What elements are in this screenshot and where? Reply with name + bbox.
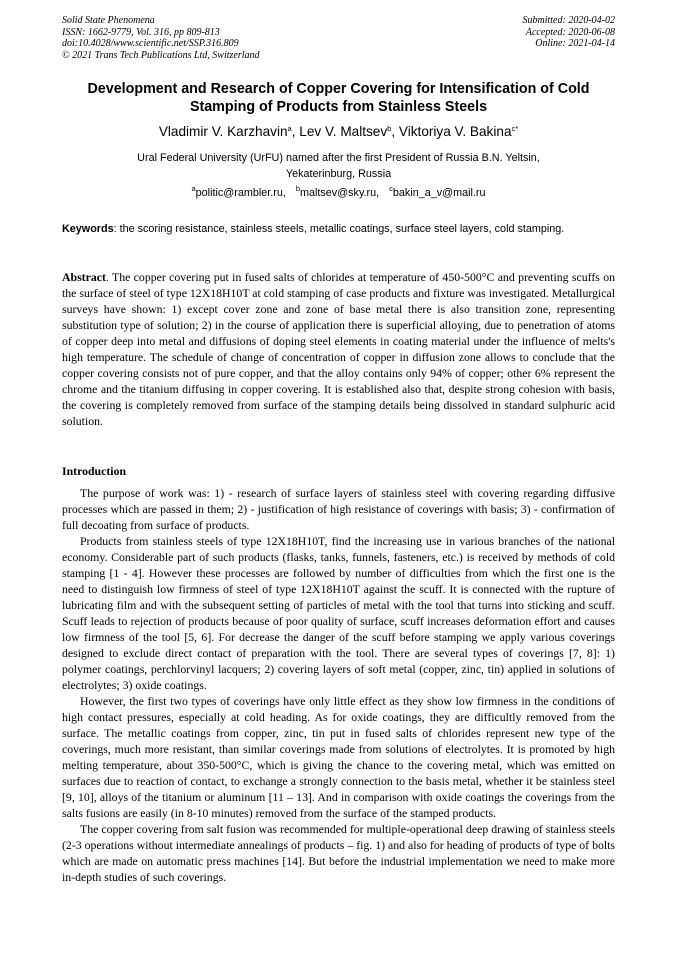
author-name: Viktoriya V. Bakina	[398, 124, 512, 139]
author-mark: c*	[511, 124, 519, 133]
author-mark: b	[387, 124, 392, 133]
paragraph: The purpose of work was: 1) - research of surface layers of stainless steel with covering regarding diffusive processes which are passed in them; 2) - justification of high resistance of coverings with basis; 3) - confirmation of full decoating from surface of products.	[62, 486, 615, 532]
email-link[interactable]: politic@rambler.ru,	[195, 187, 286, 199]
author-mark: a	[287, 124, 292, 133]
keywords	[62, 222, 615, 236]
author-emails	[62, 186, 615, 200]
keywords-label: Keywords	[62, 223, 114, 235]
abstract	[62, 269, 615, 429]
journal-name: Solid State Phenomena	[62, 15, 155, 26]
journal-info	[62, 15, 260, 61]
online-date: Online: 2021-04-14	[535, 38, 615, 49]
paragraph: Products from stainless steels of type 12X18H10T, find the increasing use in various branches of the national economy. Considerable part of such products (flasks, tanks, funnels, fasteners, etc.) is received by methods of cold stamping [1 - 4]. However these processes are followed by number of difficulties from which the first one is the need to distinguish low firmness of steel of type 12X18H10T against the scuff. It is connected with the rupture of lubricating film and with the subsequent setting of particles of metal with the tool that turns into sticking and scuff. Scuff leads to rejection of products because of poor quality of surface, scuff increases deformation effort and causes low firmness of the tool [5, 6]. For decrease the danger of the scuff before stamping we apply various coverings designed to exclude direct contact of preparation with the tool. There are several types of coverings [7, 8]: 1) polymer coatings, perchlorvinyl lacquers; 2) covering layers of soft metal (copper, zinc, tin) applied in solutions of electrolytes; 3) oxide coatings.	[62, 534, 615, 692]
section-heading-introduction: Introduction	[62, 464, 127, 478]
abstract-label: Abstract	[62, 270, 106, 284]
affiliation	[62, 150, 615, 182]
journal-doi: doi:10.4028/www.scientific.net/SSP.316.809	[62, 38, 239, 49]
journal-copyright: © 2021 Trans Tech Publications Ltd, Switzerland	[62, 49, 260, 61]
authors: Vladimir V. Karzhavin$^a$, Lev V. Maltsev$^b$, Viktoriya V. Bakina$^{c*}$	[158, 124, 519, 139]
publication-dates	[523, 15, 616, 50]
affiliation-line: Yekaterinburg, Russia	[285, 168, 392, 180]
introduction-body	[62, 485, 615, 885]
email-link[interactable]: bakin_a_v@mail.ru	[392, 187, 486, 199]
paragraph: However, the first two types of coverings have only little effect as they show low firmness in the conditions of high contact pressures, especially at cold heading. As for oxide coatings, they are difficultly removed from the surface. The metallic coatings from copper, zinc, tin put in fused salts of chlorides represent new type of the coverings, much more resistant, than similar coverings made from solutions of electrolytes. It is promoted by high melting temperature, about 350-500°C, which is giving the chance to the covering metal, which was emitted on surfaces due to reaction of contact, to exchange a strongly connection to the basis metal, whether it be stainless steel [9, 10], alloys of the titanium or aluminum [11 – 13]. And in comparison with oxide coatings the coverings from the salts fusions are easily (in 8-10 minutes) removed from the surface of the stamped products.	[62, 694, 615, 820]
email-link[interactable]: maltsev@sky.ru,	[300, 187, 380, 199]
keywords-text: : the scoring resistance, stainless steels, metallic coatings, surface steel layers, cold stamping.	[113, 223, 565, 235]
author-name: Lev V. Maltsev	[299, 124, 388, 139]
journal-issn: ISSN: 1662-9779, Vol. 316, pp 809-813	[62, 26, 220, 38]
email-mark: b	[295, 184, 300, 193]
paragraph: The copper covering from salt fusion was recommended for multiple-operational deep drawing of stainless steels (2-3 operations without intermediate annealings of products – fig. 1) and also for heading of products of type of bolts which are made on automatic press machines [14]. But before the industrial implementation we need to make more in-depth studies of such coverings.	[62, 822, 616, 884]
email-mark: c	[389, 184, 393, 193]
email-mark: a	[191, 184, 196, 193]
paper-title: Development and Research of Copper Covering for Intensification of Cold Stamping of Products from Stainless Steels	[87, 81, 590, 115]
affiliation-line: Ural Federal University (UrFU) named after the first President of Russia B.N. Yeltsin,	[137, 152, 540, 164]
abstract-text: . The copper covering put in fused salts of chlorides at temperature of 450-500°C and preventing scuffs on the surface of steel of type 12X18H10T at cold stamping of case products and fixture was investigated. Metallurgical surveys have shown: 1) except cover zone and zone of base metal there is also transition zone, representing substitution type of solution; 2) in the course of application there is superficial alloying, due to penetration of atoms of copper deep into metal and diffusions of doping steel elements in coating material under the influence of melts's high temperature. The schedule of change of concentration of copper in diffusion zone allows to conclude that the copper covering consists not of pure copper, and that the alloy contains only 94% of copper; other 6% represent the chrome and the titanium diffusing in copper covering. It is established also that, despite strong cohesion with basis, the covering is completely removed from surface of the stamping details being dissolved in standard sulphuric acid solution.	[62, 270, 615, 428]
submitted-date: Submitted: 2020-04-02	[522, 15, 615, 26]
author-name: Vladimir V. Karzhavin	[158, 124, 288, 139]
accepted-date: Accepted: 2020-06-08	[525, 26, 615, 38]
